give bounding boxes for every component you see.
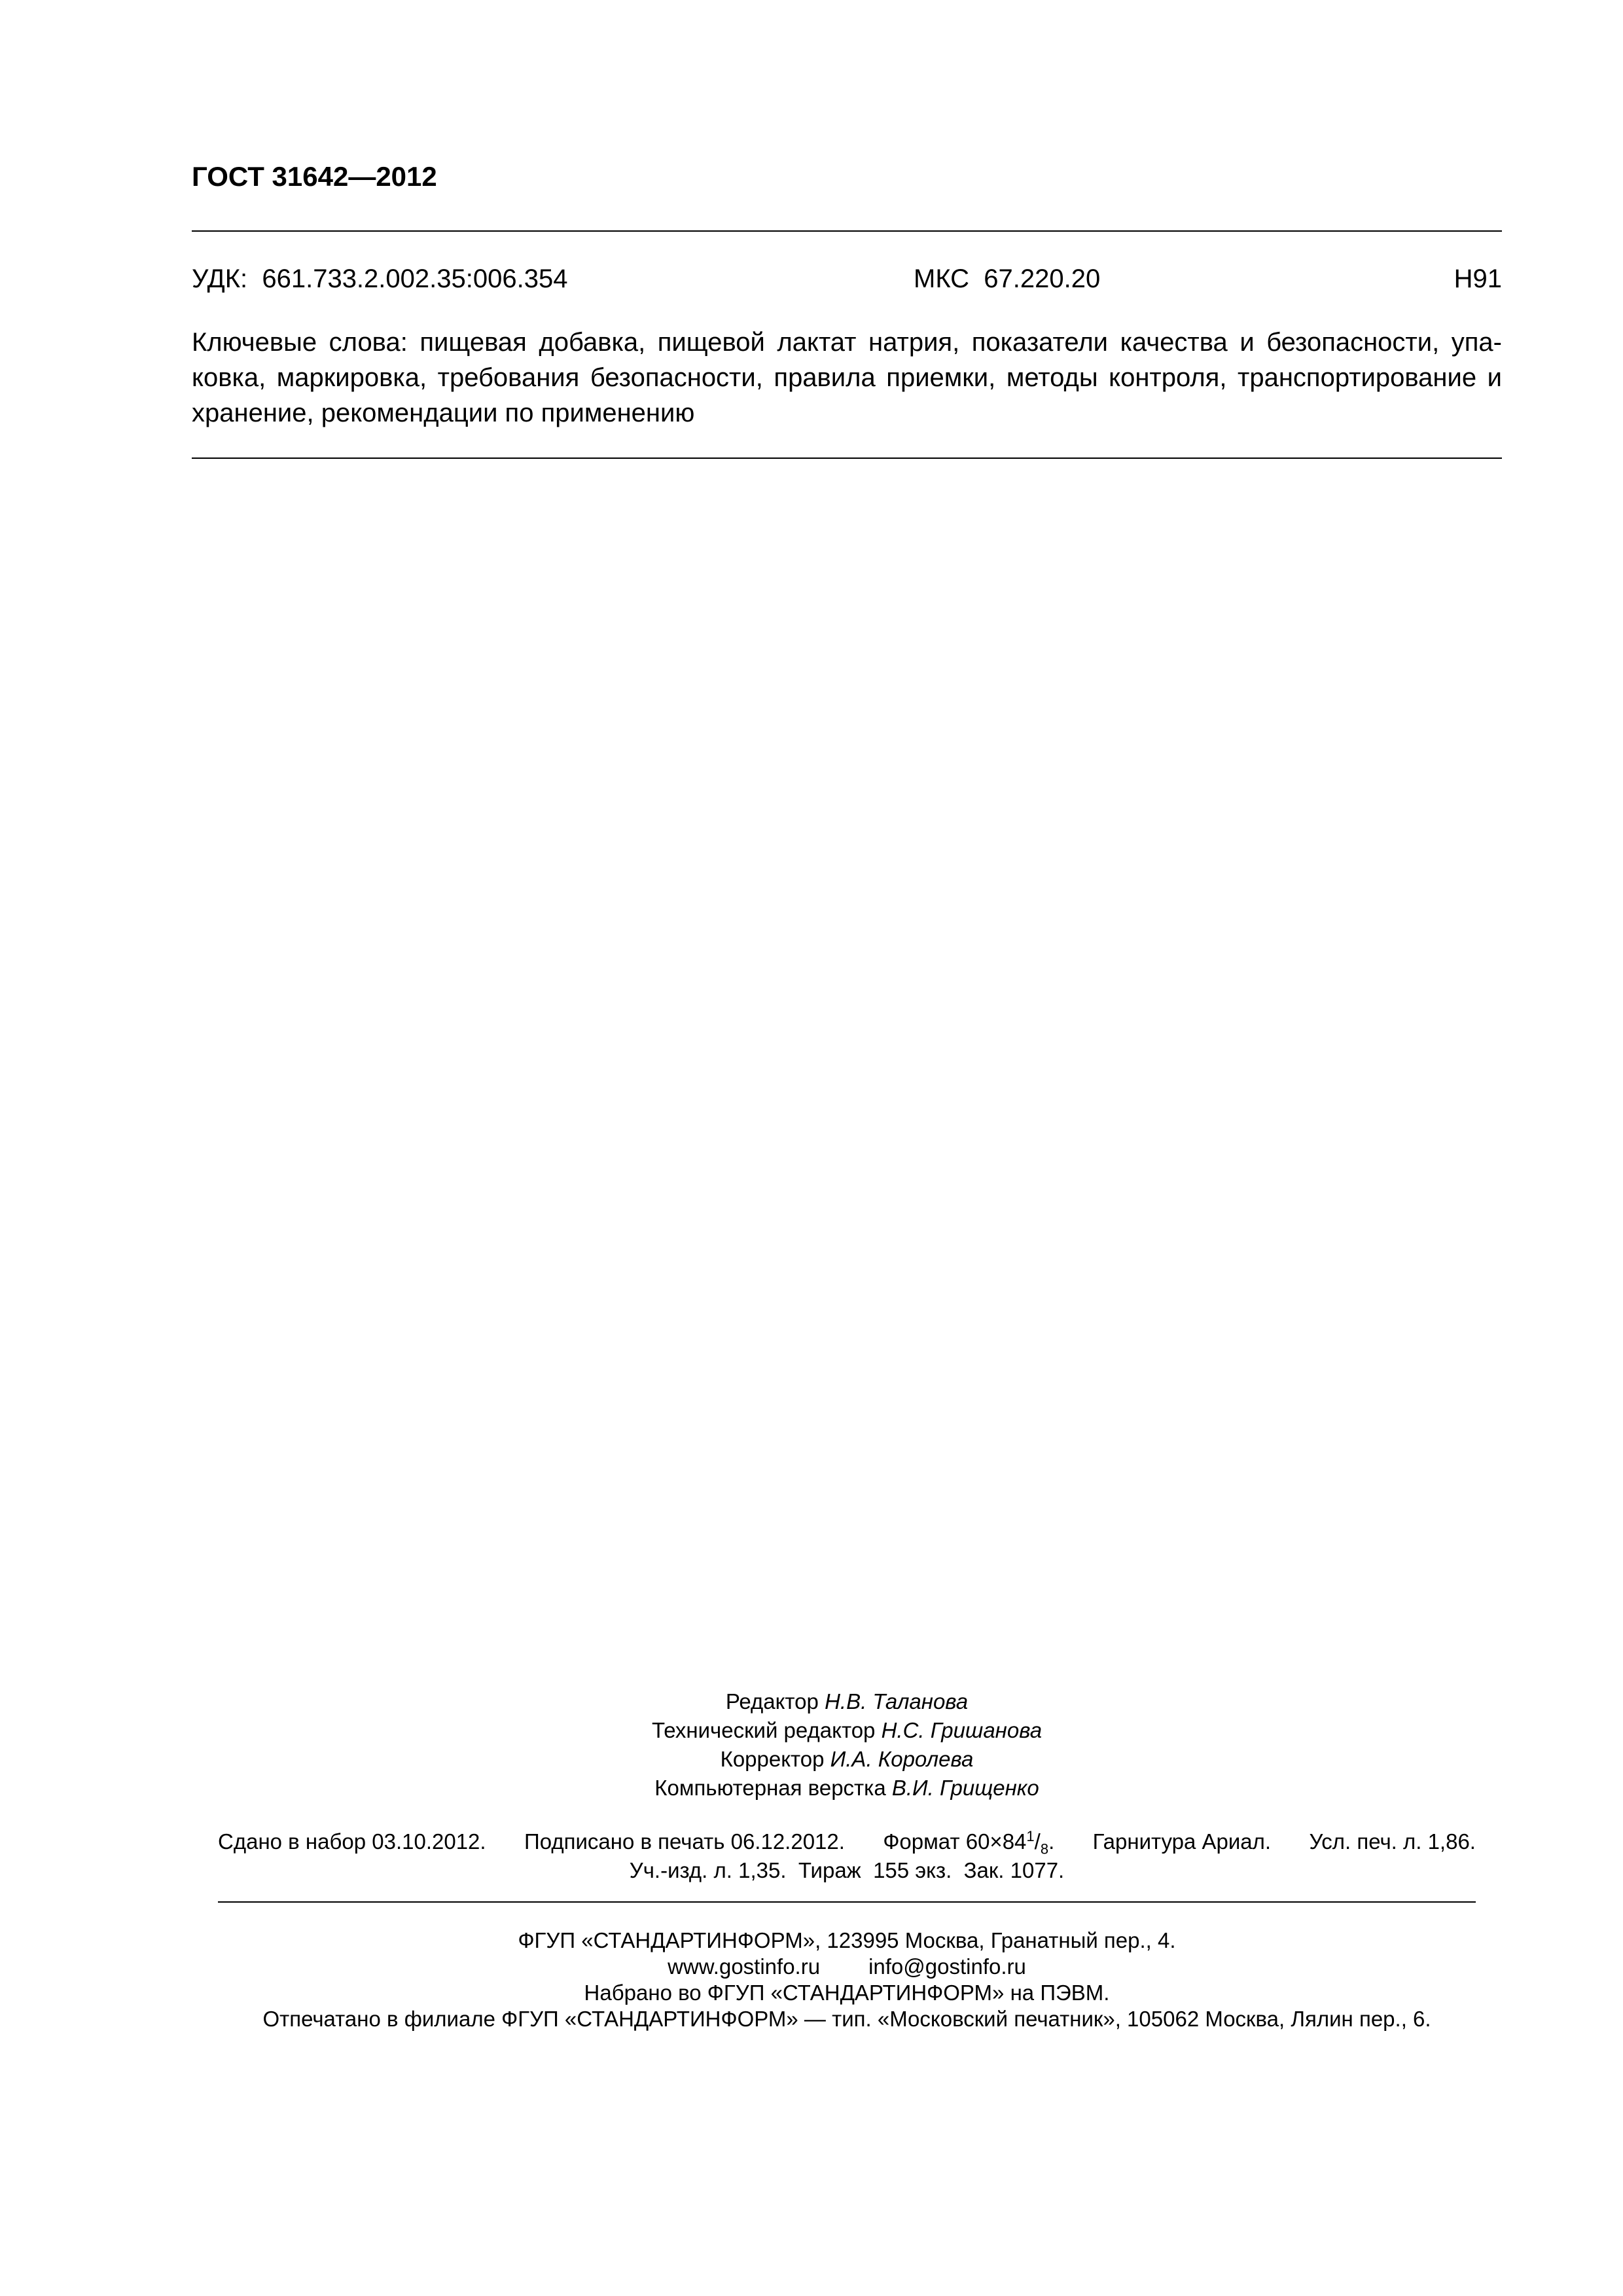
tech-editor-name: Н.С. Гришанова xyxy=(881,1718,1043,1742)
keywords-block xyxy=(192,325,1502,431)
print-sheets: Усл. печ. л. 1,86. xyxy=(1309,1829,1476,1854)
layout-name: В.И. Грищенко xyxy=(891,1776,1039,1800)
classification-row xyxy=(192,260,1502,297)
corrector-label: Корректор xyxy=(720,1747,830,1771)
format-slash: / xyxy=(1034,1829,1041,1854)
keywords-line: ковка, маркировка, требования безопасности, правила приемки, методы контроля, транспортирование и xyxy=(192,363,1502,392)
paper-format xyxy=(883,1827,1054,1856)
top-divider xyxy=(192,230,1502,232)
submitted-date: Сдано в набор 03.10.2012. xyxy=(218,1829,486,1854)
typeset-note: Набрано во ФГУП «СТАНДАРТИНФОРМ» на ПЭВМ. xyxy=(584,1981,1110,2005)
document-code: ГОСТ 31642—2012 xyxy=(192,161,437,192)
layout-credit xyxy=(218,1774,1476,1803)
corrector-name: И.А. Королева xyxy=(830,1747,974,1771)
tech-editor-credit xyxy=(218,1716,1476,1745)
keywords-divider xyxy=(192,457,1502,459)
mks-code: МКС 67.220.20 xyxy=(914,264,1101,293)
corrector-credit xyxy=(218,1745,1476,1774)
editor-credit xyxy=(218,1687,1476,1716)
printed-note: Отпечатано в филиале ФГУП «СТАНДАРТИНФОРМ» — тип. «Московский печатник», 105062 Москва, Лялин пер., 6. xyxy=(262,2007,1431,2031)
format-numerator: 1 xyxy=(1026,1828,1035,1844)
layout-label: Компьютерная верстка xyxy=(654,1776,892,1800)
format-prefix: Формат 60×84 xyxy=(883,1829,1027,1854)
editor-label: Редактор xyxy=(725,1689,825,1713)
udk-code: УДК: 661.733.2.002.35:006.354 xyxy=(192,264,568,293)
editor-name: Н.В. Таланова xyxy=(825,1689,969,1713)
tech-editor-label: Технический редактор xyxy=(651,1718,882,1742)
keywords-line: хранение, рекомендации по применению xyxy=(192,399,695,427)
website-link[interactable]: www.gostinfo.ru xyxy=(668,1954,821,1979)
publisher-block xyxy=(218,1928,1476,2032)
publisher-links xyxy=(218,1954,1476,1980)
publisher-divider xyxy=(218,1901,1476,1903)
format-denominator: 8 xyxy=(1040,1840,1049,1857)
print-imprint xyxy=(218,1827,1476,1885)
keywords-line: Ключевые слова: пищевая добавка, пищевой лактат натрия, показатели качества и безопасности, упа- xyxy=(192,328,1502,357)
signed-date: Подписано в печать 06.12.2012. xyxy=(524,1829,845,1854)
email-link[interactable]: info@gostinfo.ru xyxy=(868,1954,1026,1979)
okp-code: Н91 xyxy=(1454,264,1502,293)
typeface: Гарнитура Ариал. xyxy=(1092,1829,1272,1854)
imprint-line xyxy=(218,1827,1476,1856)
staff-credits xyxy=(218,1687,1476,1803)
format-end: . xyxy=(1048,1829,1055,1854)
imprint-line: Уч.-изд. л. 1,35. Тираж 155 экз. Зак. 1077. xyxy=(629,1858,1065,1882)
publisher-address: ФГУП «СТАНДАРТИНФОРМ», 123995 Москва, Гранатный пер., 4. xyxy=(518,1928,1176,1952)
